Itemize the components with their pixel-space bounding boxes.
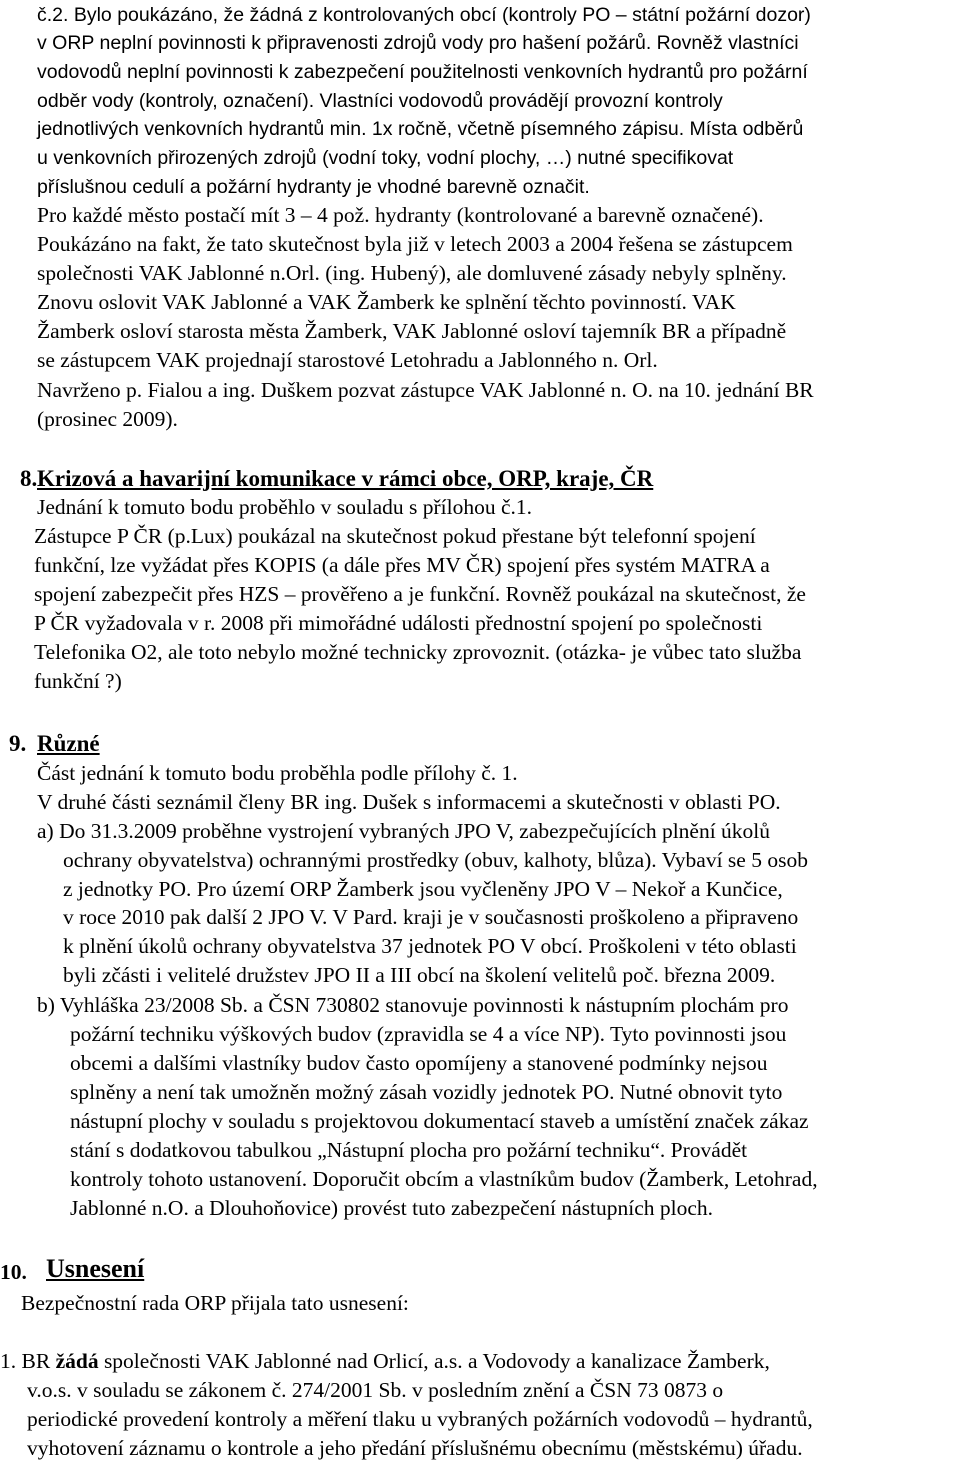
section-8-line: Jednání k tomuto bodu proběhlo v souladu s přílohou č.1. [37, 495, 533, 519]
resolution-item-1-line: v.o.s. v souladu se zákonem č. 274/2001 Sb. v posledním znění a ČSN 73 0873 o [27, 1378, 724, 1402]
paragraph-line: Žamberk osloví starosta města Žamberk, VAK Jablonné osloví tajemník BR a případně [37, 319, 787, 343]
section-9-number: 9. [9, 731, 27, 756]
section-9-line: b) Vyhláška 23/2008 Sb. a ČSN 730802 stanovuje povinnosti k nástupním plochám pro [37, 993, 789, 1017]
resolution-item-1 [0, 1346, 770, 1376]
paragraph-line: společnosti VAK Jablonné n.Orl. (ing. Hubený), ale domluvené zásady nebyly splněny. [37, 261, 787, 285]
resolution-item-1-prefix: 1. BR [0, 1349, 56, 1373]
resolution-item-1-verb: žádá [55, 1349, 99, 1373]
resolution-item-1-line: vyhotovení záznamu o kontrole a jeho předání příslušnému obecnímu (městskému) úřadu. [27, 1436, 803, 1460]
section-9-line: Jablonné n.O. a Dlouhoňovice) provést tuto zabezpečení nástupních ploch. [70, 1196, 714, 1220]
section-9-line: a) Do 31.3.2009 proběhne vystrojení vybraných JPO V, zabezpečujících plnění úkolů [37, 819, 771, 843]
section-8-line: funkční ?) [34, 669, 122, 693]
section-9-line: kontroly tohoto ustanovení. Doporučit obcím a vlastníkům budov (Žamberk, Letohrad, [70, 1167, 818, 1191]
paragraph-line: jednotlivých venkovních hydrantů min. 1x ročně, včetně písemného zápisu. Místa odběrů [37, 118, 804, 140]
section-9-line: nástupní plochy v souladu s projektovou dokumentací staveb a umístění značek zákaz [70, 1109, 809, 1133]
section-9-line: požární techniku výškových budov (zpravidla se 4 a více NP). Tyto povinnosti jsou [70, 1022, 787, 1046]
section-9-line: k plnění úkolů ochrany obyvatelstva 37 jednotek PO V obcí. Proškoleni v této oblasti [63, 934, 797, 958]
paragraph-line: odběr vody (kontroly, označení). Vlastníci vodovodů provádějí provozní kontroly [37, 90, 723, 112]
section-9-line: stání s dodatkovou tabulkou „Nástupní plocha pro požární techniku“. Provádět [70, 1138, 748, 1162]
section-8-number: 8. [20, 466, 38, 491]
section-9-line: obcemi a dalšími vlastníky budov často opomíjeny a stanovené podmínky nejsou [70, 1051, 768, 1075]
paragraph-line: Poukázáno na fakt, že tato skutečnost byla již v letech 2003 a 2004 řešena se zástupcem [37, 232, 793, 256]
paragraph-line: Navrženo p. Fialou a ing. Duškem pozvat zástupce VAK Jablonné n. O. na 10. jednání BR [37, 378, 814, 402]
section-8-line: P ČR vyžadovala v r. 2008 při mimořádné události přednostní spojení po společnosti [34, 611, 763, 635]
section-10-title: Usnesení [46, 1254, 145, 1283]
section-8-line: funkční, lze vyžádat přes KOPIS (a dále přes MV ČR) spojení přes systém MATRA a [34, 553, 770, 577]
resolution-item-1-line: periodické provedení kontroly a měření tlaku u vybraných požárních vodovodů – hydrantů, [27, 1407, 813, 1431]
section-10-intro: Bezpečnostní rada ORP přijala tato usnesení: [21, 1291, 409, 1315]
section-9-line: v roce 2010 pak další 2 JPO V. V Pard. kraji je v současnosti proškoleno a připraveno [63, 905, 799, 929]
paragraph-line: vodovodů neplní povinnosti k zabezpečení použitelnosti venkovních hydrantů pro požární [37, 61, 808, 83]
section-9-line: z jednotky PO. Pro území ORP Žamberk jsou vyčleněny JPO V – Nekoř a Kunčice, [63, 877, 783, 901]
section-10-number: 10. [0, 1260, 27, 1284]
section-9-line: ochrany obyvatelstva) ochrannými prostředky (obuv, kalhoty, blůza). Vybaví se 5 osob [63, 848, 808, 872]
section-9-line: Část jednání k tomuto bodu proběhla podle přílohy č. 1. [37, 761, 518, 785]
section-9-line: V druhé části seznámil členy BR ing. Dušek s informacemi a skutečnosti v oblasti PO. [37, 790, 781, 814]
section-8-line: spojení zabezpečit přes HZS – prověřeno a je funkční. Rovněž poukázal na skutečnost, že [34, 582, 806, 606]
section-8-title: Krizová a havarijní komunikace v rámci obce, ORP, kraje, ČR [37, 466, 654, 491]
paragraph-line: č.2. Bylo poukázáno, že žádná z kontrolovaných obcí (kontroly PO – státní požární dozor) [37, 4, 811, 26]
section-9-title: Různé [37, 731, 100, 756]
section-8-line: Telefonika O2, ale toto nebylo možné technicky zprovoznit. (otázka- je vůbec tato služba [34, 640, 802, 664]
paragraph-line: příslušnou cedulí a požární hydranty je vhodné barevně označit. [37, 176, 590, 198]
paragraph-line: se zástupcem VAK projednají starostové Letohradu a Jablonného n. Orl. [37, 348, 658, 372]
section-9-line: splněny a není tak umožněn možný zásah vozidly jednotek PO. Nutné obnovit tyto [70, 1080, 783, 1104]
paragraph-line: (prosinec 2009). [37, 407, 178, 431]
paragraph-line: Znovu oslovit VAK Jablonné a VAK Žamberk ke splnění těchto povinností. VAK [37, 290, 736, 314]
paragraph-line: u venkovních přirozených zdrojů (vodní toky, vodní plochy, …) nutné specifikovat [37, 147, 734, 169]
paragraph-line: Pro každé město postačí mít 3 – 4 pož. hydranty (kontrolované a barevně označené). [37, 203, 764, 227]
section-8-line: Zástupce P ČR (p.Lux) poukázal na skutečnost pokud přestane být telefonní spojení [34, 524, 756, 548]
section-9-line: byli zčásti i velitelé družstev JPO II a III obcí na školení velitelů poč. března 2009. [63, 963, 776, 987]
resolution-item-1-text: společnosti VAK Jablonné nad Orlicí, a.s. a Vodovody a kanalizace Žamberk, [98, 1349, 770, 1373]
paragraph-line: v ORP neplní povinnosti k připravenosti zdrojů vody pro hašení požárů. Rovněž vlastníci [37, 32, 799, 54]
